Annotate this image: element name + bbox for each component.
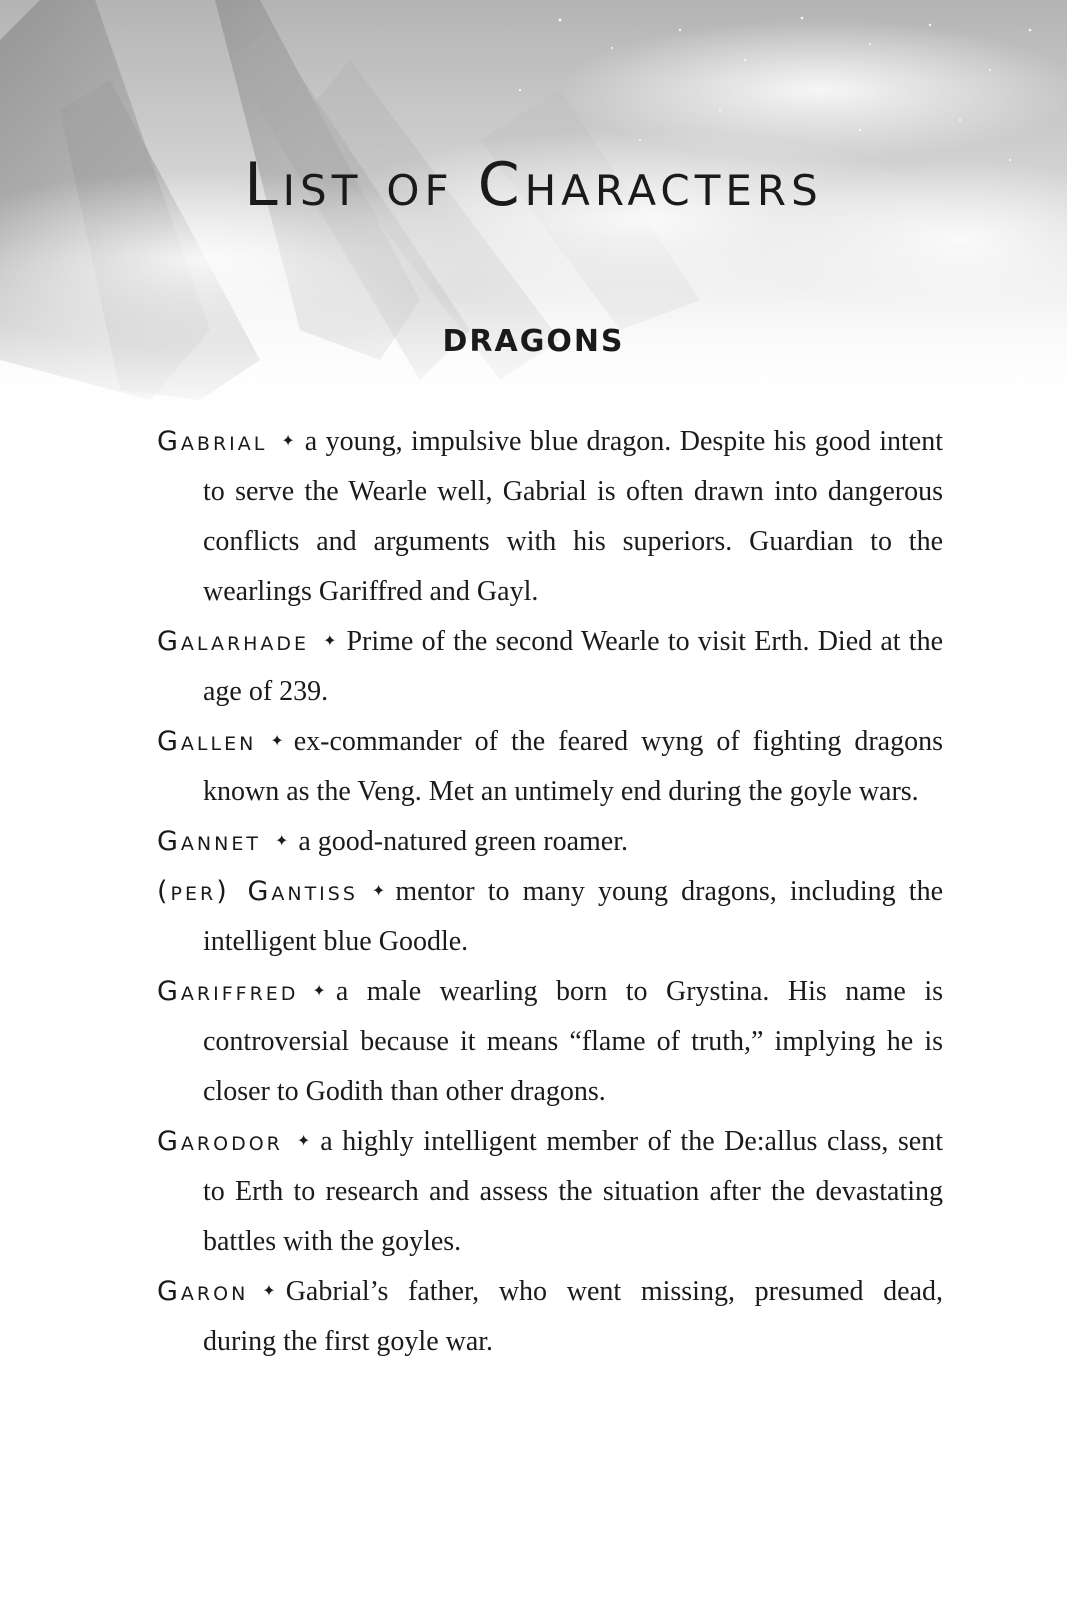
character-list [157, 417, 943, 1367]
character-description: a highly intelligent member of the De:allus class, sent to Erth to research and assess the situation after the devastating battles with the goyles. [203, 1126, 943, 1257]
character-name: Garon [157, 1276, 249, 1307]
separator-icon: ✦ [270, 733, 284, 750]
separator-icon: ✦ [274, 833, 289, 850]
separator-icon: ✦ [262, 1283, 276, 1300]
character-entry [157, 967, 943, 1117]
character-description: Prime of the second Wearle to visit Erth. Died at the age of 239. [203, 626, 943, 707]
separator-icon: ✦ [371, 883, 386, 900]
character-name: Gannet [157, 826, 261, 857]
character-entry [157, 1117, 943, 1267]
separator-icon: ✦ [281, 433, 295, 450]
character-description: a male wearling born to Grystina. His name is controversial because it means “flame of truth,” implying he is closer to Godith than other dragons. [203, 976, 943, 1107]
character-description: a good-natured green roamer. [298, 826, 629, 857]
character-name: Gariffred [157, 976, 299, 1007]
character-entry [157, 617, 943, 717]
character-entry [157, 717, 943, 817]
character-description: mentor to many young dragons, including the intelligent blue Goodle. [203, 876, 943, 957]
character-entry [157, 817, 943, 867]
character-name: Gabrial [157, 426, 268, 457]
separator-icon: ✦ [296, 1133, 311, 1150]
section-heading: DRAGONS [442, 324, 625, 359]
character-name: Galarhade [157, 626, 310, 657]
character-description: ex-commander of the feared wyng of fighting dragons known as the Veng. Met an untimely end during the goyle wars. [203, 726, 943, 807]
character-entry [157, 417, 943, 617]
separator-icon: ✦ [312, 983, 326, 1000]
character-name: Gallen [157, 726, 257, 757]
character-name: Garodor [157, 1126, 283, 1157]
character-description: a young, impulsive blue dragon. Despite his good intent to serve the Wearle well, Gabrial is often drawn into dangerous conflicts and arguments with his superiors. Guardian to the wearlings Gariffred and Gayl. [203, 426, 943, 607]
separator-icon: ✦ [323, 633, 337, 650]
character-description: Gabrial’s father, who went missing, presumed dead, during the first goyle war. [203, 1276, 943, 1357]
character-entry [157, 1267, 943, 1367]
character-entry [157, 867, 943, 967]
character-name: (per) Gantiss [157, 876, 358, 907]
page-title: List of Characters [244, 150, 823, 220]
